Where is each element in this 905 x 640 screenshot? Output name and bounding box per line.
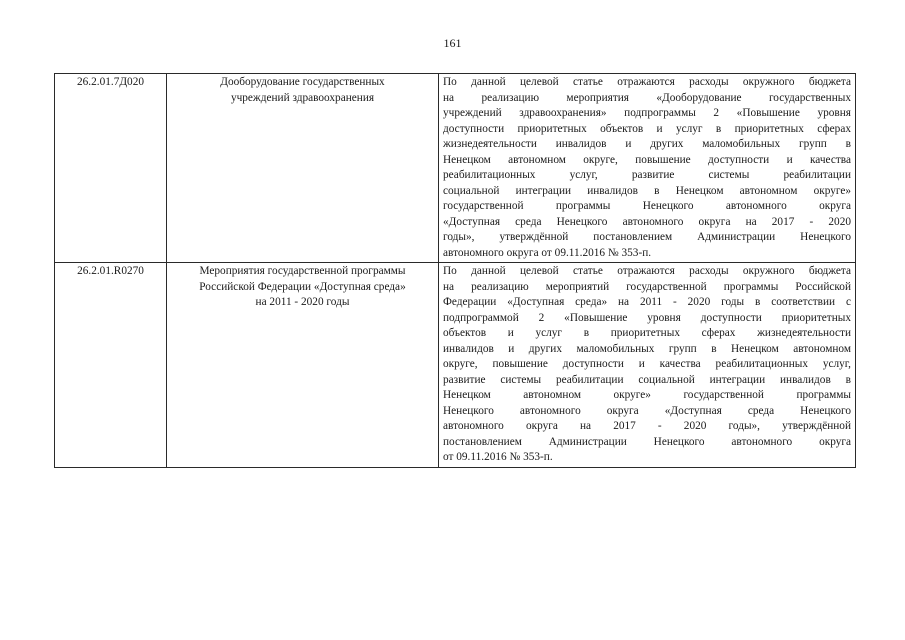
name-line: Российской Федерации «Доступная среда» bbox=[199, 280, 406, 293]
description-line: Ненецком автономном округе, повышение доступности и качества bbox=[443, 153, 851, 166]
description-line: округе, повышение доступности и качества реабилитационных услуг, bbox=[443, 358, 851, 370]
description-line: на реализацию мероприятий государственной программы Российской bbox=[443, 280, 851, 293]
description-cell bbox=[439, 263, 856, 468]
description-line: подпрограммой 2 «Повышение уровня доступности приоритетных bbox=[443, 311, 851, 324]
code-cell: 26.2.01.7Д020 bbox=[55, 74, 167, 263]
table-body bbox=[55, 74, 856, 468]
table-row bbox=[55, 74, 856, 263]
description-line: По данной целевой статье отражаются расходы окружного бюджета bbox=[443, 76, 851, 88]
description-line: Ненецкого автономного округа «Доступная среда Ненецкого bbox=[443, 404, 851, 417]
page-number: 161 bbox=[443, 36, 462, 50]
description-line: жизнедеятельности инвалидов и других маломобильных групп в bbox=[443, 138, 851, 150]
description-line: годы», утверждённой постановлением Администрации Ненецкого bbox=[443, 231, 851, 243]
description-line: автономного округа на 2017 - 2020 годы», утверждённой bbox=[443, 420, 851, 432]
name-cell bbox=[167, 263, 439, 468]
description-line: Федерации «Доступная среда» на 2011 - 2020 годы в соответствии с bbox=[443, 296, 851, 308]
description-line: Ненецком автономном округе» государственной программы bbox=[443, 389, 851, 401]
description-cell bbox=[439, 74, 856, 263]
name-cell bbox=[167, 74, 439, 263]
description-line: на реализацию мероприятия «Дооборудование государственных bbox=[443, 91, 851, 104]
table-row bbox=[55, 263, 856, 468]
description-line: от 09.11.2016 № 353-п. bbox=[443, 451, 553, 463]
description-line: По данной целевой статье отражаются расходы окружного бюджета bbox=[443, 265, 851, 277]
name-line: учреждений здравоохранения bbox=[230, 91, 375, 104]
description-line: учреждений здравоохранения» подпрограммы 2 «Повышение уровня bbox=[443, 107, 851, 119]
description-line: «Доступная среда Ненецкого автономного округа на 2017 - 2020 bbox=[443, 215, 851, 228]
description-line: объектов и услуг в приоритетных сферах жизнедеятельности bbox=[443, 327, 851, 339]
description-line: инвалидов и других маломобильных групп в Ненецком автономном bbox=[443, 342, 851, 355]
description-line: доступности приоритетных объектов и услуг в приоритетных сферах bbox=[443, 122, 851, 135]
description-line: социальной интеграции инвалидов в Ненецком автономном округе» bbox=[443, 184, 851, 197]
name-line: Мероприятия государственной программы bbox=[199, 265, 406, 277]
description-line: государственной программы Ненецкого автономного округа bbox=[443, 200, 851, 212]
name-line: Дооборудование государственных bbox=[220, 76, 385, 88]
description-line: постановлением Администрации Ненецкого автономного округа bbox=[443, 435, 851, 448]
description-line: реабилитационных услуг, развитие системы реабилитации bbox=[443, 169, 851, 181]
description-line: автономного округа от 09.11.2016 № 353-п. bbox=[443, 246, 652, 259]
code-cell: 26.2.01.R0270 bbox=[55, 263, 167, 468]
budget-classification-table bbox=[54, 73, 856, 468]
name-line: на 2011 - 2020 годы bbox=[255, 296, 350, 308]
description-line: развитие системы реабилитации социальной интеграции инвалидов в bbox=[443, 373, 851, 386]
